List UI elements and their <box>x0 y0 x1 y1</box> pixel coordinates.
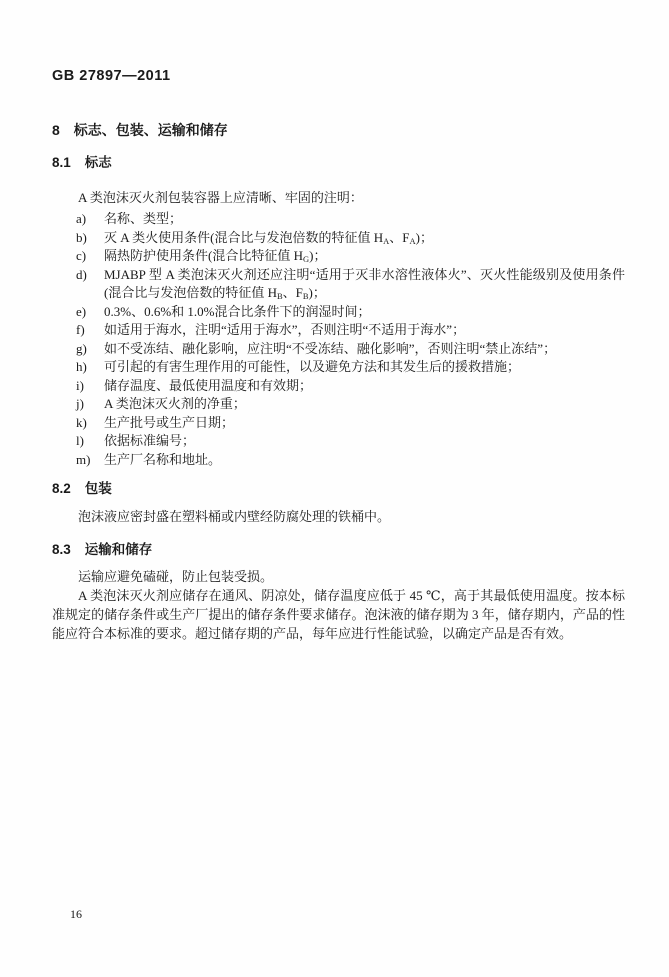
list-item-text <box>104 414 625 433</box>
section-8-3-title: 运输和储存 <box>84 542 153 557</box>
text-part: 可引起的有害生理作用的可能性，以及避免方法和其发生后的援救措施； <box>104 359 521 374</box>
list-item-h <box>52 358 625 377</box>
list-item-marker: c) <box>76 248 87 263</box>
text-part: 生产批号或生产日期； <box>104 414 235 430</box>
list-item-text <box>104 340 625 359</box>
section-8-3-number: 8.3 <box>52 542 71 557</box>
text-part: 隔热防护使用条件(混合比特征值 H <box>104 248 303 263</box>
text-part: 依据标准编号； <box>104 433 196 448</box>
list-item-marker: h) <box>76 359 87 374</box>
section-8-title: 标志、包装、运输和储存 <box>73 122 228 138</box>
section-8-2-title: 包装 <box>84 481 112 496</box>
section-8-3-heading <box>52 540 625 560</box>
list-item-f <box>52 321 625 340</box>
list-item-j <box>52 395 625 414</box>
section-8-1-heading <box>52 153 625 173</box>
list-item-text <box>104 247 625 266</box>
text-part: )； <box>309 248 327 263</box>
list-item-marker: d) <box>76 266 87 282</box>
section-8-heading <box>52 120 625 140</box>
subscript: B <box>276 291 283 301</box>
list-item-b <box>52 229 625 248</box>
section-8-1-title: 标志 <box>84 155 112 170</box>
list-item-text <box>104 303 625 322</box>
list-item-marker: f) <box>76 322 85 337</box>
list-item-text <box>104 210 625 229</box>
list-item-e <box>52 303 625 322</box>
page-number: 16 <box>70 907 82 921</box>
list-item-c <box>52 247 625 266</box>
list-item-marker: g) <box>76 340 87 356</box>
text-part: 储存温度、最低使用温度和有效期； <box>104 377 313 393</box>
text-part: 生产厂名称和地址。 <box>104 451 222 467</box>
list-item-marker: k) <box>76 414 87 430</box>
section-8-1-number: 8.1 <box>52 155 71 170</box>
list-item-l <box>52 432 625 451</box>
list-item-marker: i) <box>76 377 84 393</box>
list-item-marker: b) <box>76 229 87 245</box>
list-item-marker: m) <box>76 451 91 467</box>
section-8-3-para1: 运输应避免磕碰，防止包装受损。 <box>78 569 274 584</box>
list-item-marker: e) <box>76 303 87 319</box>
subscript: G <box>302 254 310 264</box>
section-8-2-heading <box>52 479 625 499</box>
list-item-g <box>52 340 625 359</box>
list-item-text <box>104 377 625 396</box>
section-8-3-para2: A 类泡沫灭火剂应储存在通风、阴凉处，储存温度应低于 45 ℃，高于其最低使用温度。按本标准规定的储存条件或生产厂提出的储存条件要求储存。泡沫液的储存期为 3 年，储存期内，产品的性能应符合本标准的要求。超过储存期的产品，每年应进行性能试验，以确定产品是否有效。 <box>52 588 625 641</box>
text-part: 如适用于海水，注明“适用于海水”，否则注明“不适用于海水”； <box>104 322 466 337</box>
text-part: A 类泡沫灭火剂的净重； <box>104 396 246 411</box>
list-item-text <box>104 358 625 377</box>
text-part: 如不受冻结、融化影响，应注明“不受冻结、融化影响”，否则注明“禁止冻结”； <box>104 340 557 356</box>
subscript: B <box>302 291 309 301</box>
list-item-marker: a) <box>76 211 87 226</box>
text-part: MJABP 型 A 类泡沫灭火剂还应注明“适用于灭非水溶性液体火”、灭火性能级别及使用条件(混合比与发泡倍数的特征值 H <box>104 266 625 300</box>
text-part: 灭 A 类火使用条件(混合比与发泡倍数的特征值 H <box>104 229 384 245</box>
list-item-a <box>52 210 625 229</box>
list-item-text <box>104 432 625 451</box>
section-8-2-body: 泡沫液应密封盛在塑料桶或内壁经防腐处理的铁桶中。 <box>78 509 391 524</box>
list-item-text <box>104 451 625 470</box>
text-part: )； <box>415 229 433 245</box>
list-item-text <box>104 229 625 248</box>
text-part: 名称、类型； <box>104 211 183 226</box>
text-part: )； <box>308 285 326 300</box>
section-8-number: 8 <box>52 122 60 138</box>
list-item-text <box>104 395 625 414</box>
list-item-d <box>52 266 625 303</box>
section-8-1-intro: A 类泡沫灭火剂包装容器上应清晰、牢固的注明： <box>78 190 363 205</box>
list-item-marker: l) <box>76 433 84 448</box>
text-part: 、F <box>282 285 303 300</box>
list-item-text <box>104 266 625 303</box>
list-item-marker: j) <box>76 396 84 411</box>
section-8-2-number: 8.2 <box>52 481 71 496</box>
list-item-text <box>104 321 625 340</box>
text-part: 、F <box>389 229 410 245</box>
text-part: 0.3%、0.6%和 1.0%混合比条件下的润湿时间； <box>104 303 371 319</box>
list-item-i <box>52 377 625 396</box>
list-item-k <box>52 414 625 433</box>
subscript: A <box>383 235 390 246</box>
subscript: A <box>409 235 416 246</box>
marking-requirements-list <box>52 210 625 469</box>
standard-number: GB 27897—2011 <box>52 68 171 84</box>
list-item-m <box>52 451 625 470</box>
